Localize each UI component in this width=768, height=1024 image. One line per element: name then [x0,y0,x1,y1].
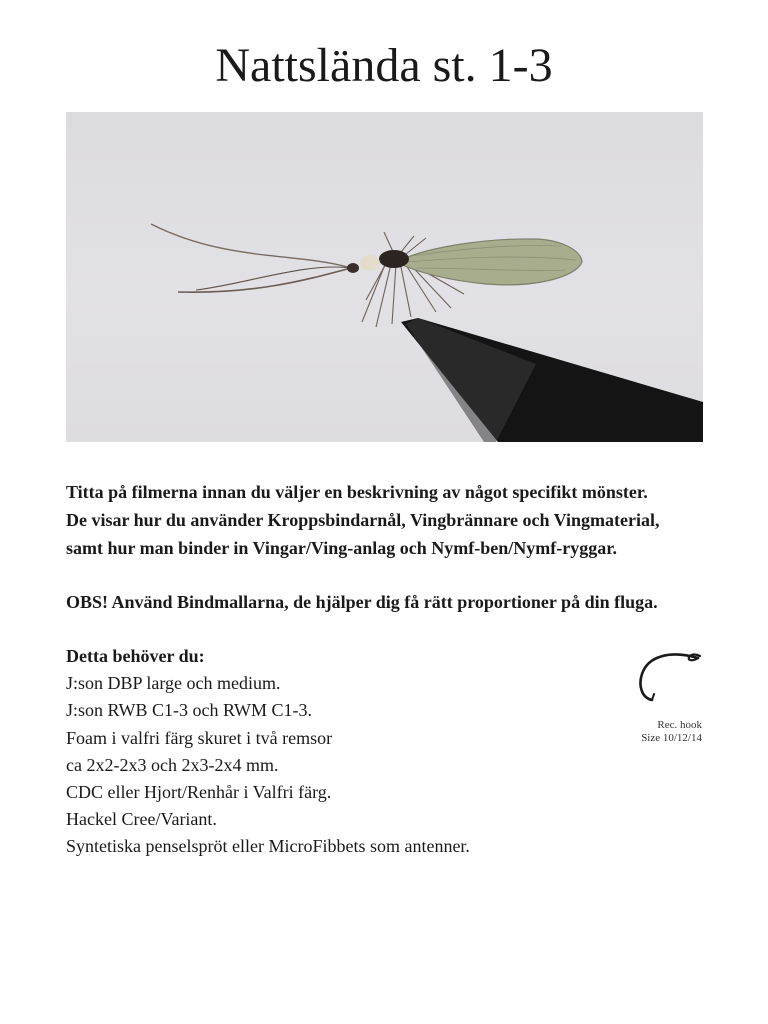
hook-label-sizes: Size 10/12/14 [641,732,702,744]
list-item: Syntetiska penselspröt eller MicroFibbets som antenner. [66,836,470,857]
intro-text [66,478,726,562]
list-item: J:son DBP large och medium. [66,673,281,694]
obs-note: OBS! Använd Bindmallarna, de hjälper dig få rätt proportioner på din fluga. [66,592,658,612]
list-item: ca 2x2-2x3 och 2x3-2x4 mm. [66,754,279,775]
hook-label-title: Rec. hook [657,719,702,731]
hook-label [641,719,702,745]
materials-list [66,643,626,861]
fly-photo [66,112,703,442]
list-item: J:son RWB C1-3 och RWM C1-3. [66,700,313,721]
intro-line: De visar hur du använder Kroppsbindarnål, Vingbrännare och Vingmaterial, [66,510,660,530]
intro-line: samt hur man binder in Vingar/Ving-anlag och Nymf-ben/Nymf-ryggar. [66,538,618,558]
intro-line: Titta på filmerna innan du väljer en beskrivning av något specifikt mönster. [66,482,648,502]
list-item: CDC eller Hjort/Renhår i Valfri färg. [66,782,332,803]
materials-heading: Detta behöver du: [66,646,205,666]
caddis-fly-icon [66,112,703,442]
list-item: Foam i valfri färg skuret i två remsor [66,727,333,748]
page-title: Nattslända st. 1-3 [215,39,553,92]
list-item: Hackel Cree/Variant. [66,809,217,830]
